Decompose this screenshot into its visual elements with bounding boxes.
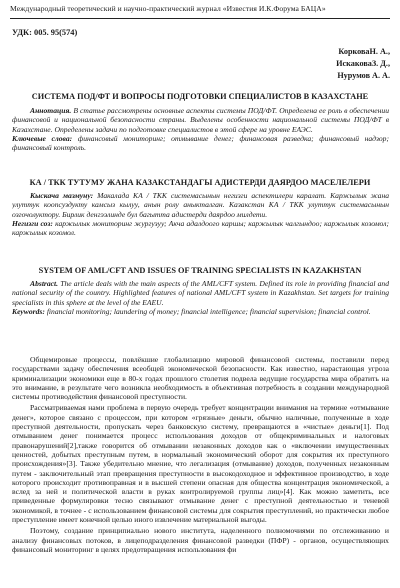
keywords-text-ru: финансовый мониторинг; отмывание денег; финансовая разведка; финансовый надзор; финансовый контроль. (12, 133, 389, 153)
title-en: SYSTEM OF AML/CFT AND ISSUES OF TRAINING SPECIALISTS IN KAZAKHSTAN (38, 266, 362, 275)
author-list (336, 46, 390, 82)
keywords-label-ru: Ключевые слова: (12, 133, 73, 143)
body-paragraph: Общемировые процессы, повлёкшие глобализацию мировой финансовой системы, поставили перед государствами задачу обеспечения всеобщей экономической безопасности. Как известно, нарастающая угроза криминализации экономики еще в 80-х годах прошлого столетия подвела ведущие государства мира обратить на это внимание, в результате чего возникла необходимость в объективная потребность в создании международной системы противодействия финансовой преступности. (12, 355, 389, 402)
udk-code: УДК: 005. 95(574) (12, 28, 78, 37)
abstract-kz (12, 191, 389, 259)
journal-header: Международный теоретический и научно-практический журнал «Известия И.К.Форума БАЦА» (10, 4, 390, 19)
keywords-label-kz: Негизги соз: (12, 218, 53, 228)
abstract-text-ru: В статье рассмотрены основные аспекты системы ПОД/ФТ. Определена ее роль в обеспечении финансовой и национальной безопасности страны. Выделены особенности национальной системы ПОД/ФТ в Казахстане. Определены задачи по подготовке специалистов в этой сфере на уровне ЕАЭС. (12, 106, 389, 134)
author-name: Нурумов А. А. (337, 71, 390, 80)
abstract-label-en: Abstract. (30, 279, 59, 288)
abstract-label-ru: Аннотация. (30, 106, 72, 115)
abstract-text-en: The article deals with the main aspects of the AML/CFT system. Defined its role in providing financial and national security of the country. Highlighted features of national AML/CFT system in Kazakhstan. Set targets for training specialists in this sphere at the level of the EAEU. (12, 279, 389, 307)
keywords-text-kz: каржылык мониторинг жургузуу; Акча адалдоого каршы; каржылык чалгындоо; каржылык козомол; каржылык козомол. (12, 218, 389, 238)
title-ru: СИСТЕМА ПОД/ФТ И ВОПРОСЫ ПОДГОТОВКИ СПЕЦИАЛИСТОВ В КАЗАХСТАНЕ (31, 92, 369, 101)
abstract-text-kz: Макалада КА / ТКК системасынын негизги аспектилери каралат. Каржылык жана улуттук коопсуздукту камсыз кылуу, анын ролу аныкталган. Казакстан КА / ТКК улуттук системасынын озгочолуктору. Бирлик денгээлинде бул багытта адистерди даярдоо милдети. (12, 191, 389, 219)
author-name: ИскаковаЗ. Д., (336, 59, 390, 68)
body-paragraph: Рассматриваемая нами проблема в первую очередь требует концентрации внимания на термине «отмывание денег», которое связано с процессом, при котором «грязные» деньги, обычно наличные, полученные в ходе преступной деятельности, пропускать через банковскую систему, превращаются в «чистые» деньги[1]. Под отмыванием денег понимается процесс использования доходов от общекриминальных и налоговых правонарушений[2],также говорится об отмывании незаконных доходов как о «включении имущественных ценностей, добытых преступным путем, в нормальный экономический оборот для сокрытия их преступного происхождения»[3]. Также убедительно мнение, что легализация (отмывание) доходов, полученных незаконным путем - заключительный этап превращения преступности в высокодоходное и эффективное производство, в ходе которого происходит противоправная и в высшей степени опасная для общества концентрация экономической, а вслед за ней и политической власти в руках контролируемой группы лиц»[4]. Как можно заметить, все приведенные формулировки тесно связывают отмывание денег с преступной деятельностью и теневой экономикой, в точнее - с использованием финансовой системы для сокрытия преступлений, но практически любое преступление имеет конечной целью иного извлечение материальной выгоды. (12, 403, 389, 525)
keywords-text-en: financial monitoring; laundering of money; financial intelligence; financial supervision; financial control. (46, 306, 371, 316)
keywords-label-en: Keywords: (12, 306, 45, 316)
author-name: КорковаН. А., (338, 47, 390, 56)
abstract-label-kz: Кыскача мазмуну: (30, 191, 94, 200)
abstract-en (12, 279, 389, 345)
body-paragraph: Поэтому, создание принципиально нового института, наделенного полномочиями по отслеживанию и анализу финансовых потоков, в лицеподразделения финансовой разведки (ПФР) - органов, осуществляющих финансовый мониторинг в целях предотвращения использования фи (12, 526, 389, 554)
title-kz: КА / ТКК ТУТУМУ ЖАНА КАЗАКСТАНДАГЫ АДИСТЕРДИ ДАЯРДОО МАСЕЛЕЛЕРИ (29, 178, 371, 187)
article-body (12, 355, 389, 586)
abstract-ru (12, 106, 389, 172)
